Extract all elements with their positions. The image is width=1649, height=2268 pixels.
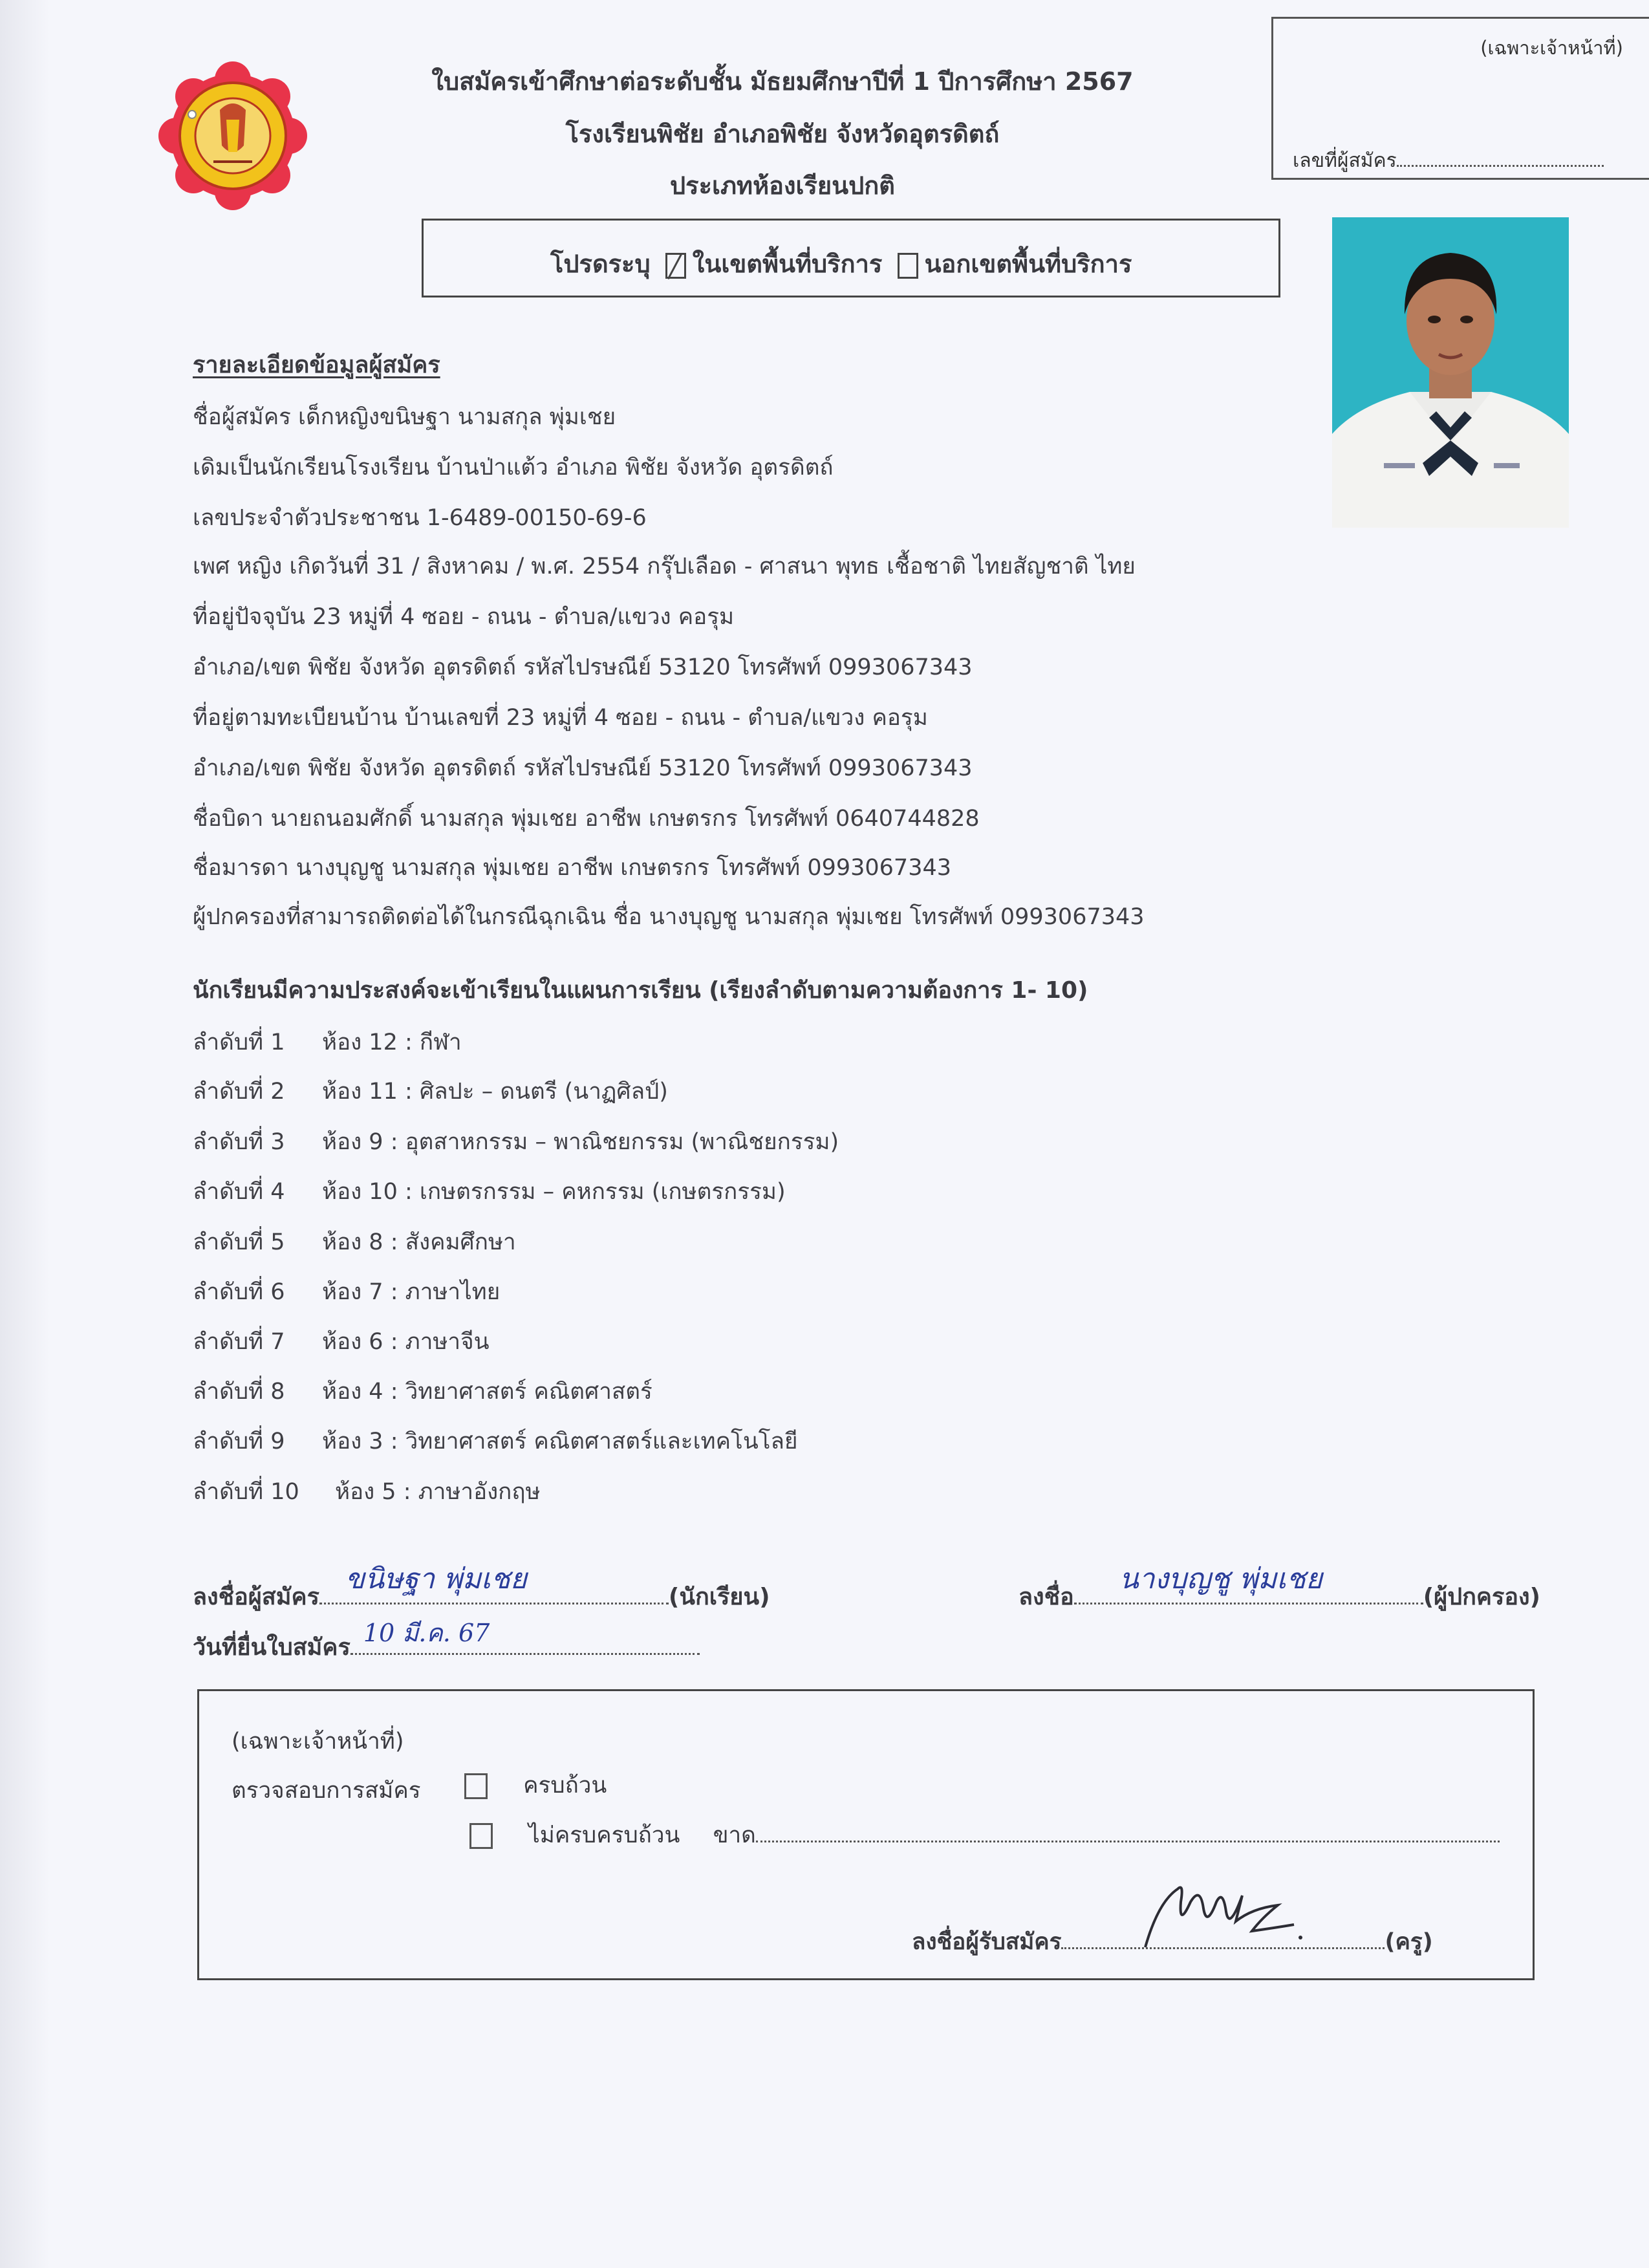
officer-check-box: [197, 1689, 1535, 1980]
scan-edge: [0, 0, 50, 2268]
guardian-signature-row: [1018, 1562, 1540, 1615]
applicant-name-line: ชื่อผู้สมัคร เด็กหญิงขนิษฐา นามสกุล พุ่มเชย: [193, 404, 616, 430]
preference-rank: ลำดับที่ 6: [193, 1279, 285, 1305]
receiver-signature-blank[interactable]: [1061, 1941, 1385, 1949]
missing-label: ขาด: [713, 1822, 756, 1848]
preference-item: [193, 1124, 839, 1160]
in-area-label: ในเขตพื้นที่บริการ: [692, 250, 883, 278]
preference-rank: ลำดับที่ 1: [193, 1030, 285, 1055]
applicant-signature-row: [193, 1562, 770, 1615]
receiver-signature-scribble-icon: [1139, 1876, 1307, 1954]
preference-room: ห้อง 6 : ภาษาจีน: [322, 1329, 490, 1355]
student-portrait-icon: [1332, 217, 1569, 528]
current-address-line: ที่อยู่ปัจจุบัน 23 หมู่ที่ 4 ซอย - ถนน - ตำบล/แขวง คอรุม: [193, 604, 735, 630]
out-area-checkbox[interactable]: [898, 253, 918, 279]
preference-rank: ลำดับที่ 2: [193, 1079, 285, 1105]
applicant-number-field[interactable]: [1293, 146, 1604, 176]
complete-option[interactable]: [464, 1767, 607, 1803]
preference-room: ห้อง 8 : สังคมศึกษา: [322, 1229, 516, 1255]
study-plan-heading: นักเรียนมีความประสงค์จะเข้าเรียนในแผนการเรียน (เรียงลำดับตามความต้องการ 1- 10): [193, 977, 1088, 1004]
complete-checkbox[interactable]: [464, 1773, 488, 1799]
form-title: ใบสมัครเข้าศึกษาต่อระดับชั้น มัธยมศึกษาปีที่ 1 ปีการศึกษา 2567: [431, 67, 1134, 96]
preference-room: ห้อง 3 : วิทยาศาสตร์ คณิตศาสตร์และเทคโนโลยี: [322, 1429, 798, 1454]
application-date-label: วันที่ยื่นใบสมัคร: [193, 1634, 350, 1661]
school-location: โรงเรียนพิชัย อำเภอพิชัย จังหวัดอุตรดิตถ์: [565, 120, 1000, 148]
out-area-label: นอกเขตพื้นที่บริการ: [924, 250, 1132, 278]
preference-item: [193, 1474, 541, 1509]
preference-item: [193, 1074, 668, 1109]
preference-rank: ลำดับที่ 10: [193, 1479, 299, 1505]
class-type: ประเภทห้องเรียนปกติ: [670, 171, 895, 200]
officer-only-label: (เฉพาะเจ้าหน้าที่): [1480, 37, 1623, 59]
preference-item: [193, 1174, 786, 1209]
school-logo: [158, 61, 307, 210]
in-area-checkbox[interactable]: [665, 253, 686, 279]
mother-info-line: ชื่อมารดา นางบุญชู นามสกุล พุ่มเชย อาชีพ เกษตรกร โทรศัพท์ 0993067343: [193, 855, 951, 881]
applicant-handwritten-signature: ขนิษฐา พุ่มเชย: [345, 1562, 527, 1595]
preference-item: [193, 1374, 652, 1409]
preference-item: [193, 1224, 516, 1260]
preference-room: ห้อง 7 : ภาษาไทย: [322, 1279, 501, 1305]
citizen-id-line: เลขประจำตัวประชาชน 1-6489-00150-69-6: [193, 505, 647, 531]
receiver-suffix: (ครู): [1385, 1929, 1433, 1955]
receiver-signature-label: ลงชื่อผู้รับสมัคร: [912, 1929, 1062, 1955]
preference-room: ห้อง 10 : เกษตรกรรม – คหกรรม (เกษตรกรรม): [322, 1179, 786, 1205]
guardian-handwritten-signature: นางบุญชู พุ่มเชย: [1119, 1562, 1322, 1595]
preference-item: [193, 1324, 490, 1359]
guardian-signature-label: ลงชื่อ: [1018, 1584, 1074, 1610]
service-area-box: [422, 219, 1280, 297]
incomplete-option[interactable]: [469, 1817, 1500, 1853]
preference-room: ห้อง 12 : กีฬา: [322, 1030, 462, 1055]
applicant-signature-label: ลงชื่อผู้สมัคร: [193, 1584, 319, 1610]
preference-item: [193, 1274, 500, 1310]
missing-items-blank[interactable]: [756, 1834, 1500, 1842]
personal-info-line: เพศ หญิง เกิดวันที่ 31 / สิงหาคม / พ.ศ. 2554 กรุ๊ปเลือด - ศาสนา พุทธ เชื้อชาติ ไทยสัญชาติ ไทย: [193, 554, 1136, 579]
preference-rank: ลำดับที่ 3: [193, 1129, 285, 1155]
complete-label: ครบถ้วน: [523, 1773, 607, 1798]
preference-rank: ลำดับที่ 4: [193, 1179, 285, 1205]
application-date-handwritten: 10 มี.ค. 67: [363, 1619, 490, 1647]
current-address-district-line: อำเภอ/เขต พิชัย จังหวัด อุตรดิตถ์ รหัสไปรษณีย์ 53120 โทรศัพท์ 0993067343: [193, 654, 973, 680]
applicant-suffix: (นักเรียน): [668, 1584, 770, 1610]
receiver-signature-row: [912, 1924, 1433, 1960]
preference-room: ห้อง 4 : วิทยาศาสตร์ คณิตศาสตร์: [322, 1379, 652, 1405]
applicant-number-blank[interactable]: [1397, 148, 1604, 167]
preference-rank: ลำดับที่ 7: [193, 1329, 285, 1355]
registered-address-line: ที่อยู่ตามทะเบียนบ้าน บ้านเลขที่ 23 หมู่ที่ 4 ซอย - ถนน - ตำบล/แขวง คอรุม: [193, 705, 928, 731]
applicant-number-label: เลขที่ผู้สมัคร: [1293, 149, 1397, 172]
preference-rank: ลำดับที่ 5: [193, 1229, 285, 1255]
registered-address-district-line: อำเภอ/เขต พิชัย จังหวัด อุตรดิตถ์ รหัสไปรษณีย์ 53120 โทรศัพท์ 0993067343: [193, 755, 973, 781]
guardian-suffix: (ผู้ปกครอง): [1423, 1584, 1540, 1610]
preference-room: ห้อง 5 : ภาษาอังกฤษ: [335, 1479, 541, 1505]
preference-rank: ลำดับที่ 9: [193, 1429, 285, 1454]
preference-rank: ลำดับที่ 8: [193, 1379, 285, 1405]
preference-item: [193, 1024, 462, 1060]
specify-label: โปรดระบุ: [550, 250, 651, 278]
application-date-blank[interactable]: [350, 1619, 700, 1655]
previous-school-line: เดิมเป็นนักเรียนโรงเรียน บ้านป่าแต้ว อำเภอ พิชัย จังหวัด อุตรดิตถ์: [193, 455, 834, 481]
guardian-signature-blank[interactable]: [1074, 1562, 1423, 1604]
preference-room: ห้อง 9 : อุตสาหกรรม – พาณิชยกรรม (พาณิชยกรรม): [322, 1129, 839, 1155]
applicant-details-heading: รายละเอียดข้อมูลผู้สมัคร: [193, 352, 440, 378]
school-seal-icon: [158, 61, 307, 210]
preference-room: ห้อง 11 : ศิลปะ – ดนตรี (นาฏศิลป์): [322, 1079, 668, 1105]
applicant-photo: [1332, 217, 1569, 528]
application-date-row: [193, 1619, 700, 1665]
father-info-line: ชื่อบิดา นายถนอมศักดิ์ นามสกุล พุ่มเชย อาชีพ เกษตรกร โทรศัพท์ 0640744828: [193, 806, 980, 832]
officer-only-box: [1271, 17, 1649, 180]
incomplete-checkbox[interactable]: [469, 1823, 493, 1849]
check-application-label: ตรวจสอบการสมัคร: [232, 1778, 421, 1804]
emergency-guardian-line: ผู้ปกครองที่สามารถติดต่อได้ในกรณีฉุกเฉิน ชื่อ นางบุญชู นามสกุล พุ่มเชย โทรศัพท์ 0993067343: [193, 904, 1145, 930]
officer-only-label: (เฉพาะเจ้าหน้าที่): [232, 1729, 404, 1755]
preference-item: [193, 1423, 798, 1459]
incomplete-label: ไม่ครบครบถ้วน: [528, 1822, 680, 1848]
applicant-signature-blank[interactable]: [319, 1562, 669, 1604]
